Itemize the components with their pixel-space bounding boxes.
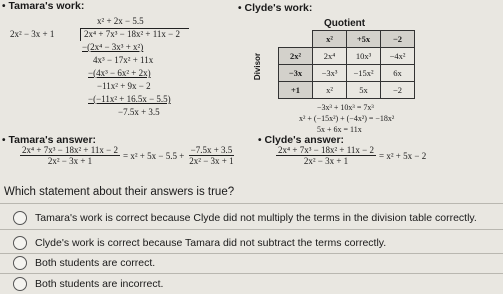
option-2[interactable] [13, 236, 386, 250]
radio-button[interactable] [13, 211, 27, 225]
table-cell: −15x² [347, 65, 381, 82]
divider [0, 273, 503, 274]
question-text: Which statement about their answers is true? [4, 186, 235, 198]
clyde-note-1: −3x³ + 10x³ = 7x³ [317, 103, 374, 112]
table-row-head: −3x [279, 65, 313, 82]
tamara-rem-denominator: 2x² − 3x + 1 [189, 156, 234, 166]
radio-button[interactable] [13, 256, 27, 270]
bullet-icon: • [2, 135, 6, 146]
divisor-label: Divisor [253, 52, 263, 81]
table-cell: 6x [381, 65, 415, 82]
table-cell: 10x³ [347, 48, 381, 65]
tamara-step-1: −(2x⁴ − 3x³ + x²) [82, 42, 144, 52]
tamara-step-5: −(−11x² + 16.5x − 5.5) [88, 94, 171, 104]
tamara-answer-middle: = x² + 5x − 5.5 + [123, 150, 185, 161]
radio-button[interactable] [13, 236, 27, 250]
tamara-lhs-numerator: 2x⁴ + 7x³ − 18x² + 11x − 2 [22, 145, 119, 155]
tamara-divisor: 2x² − 3x + 1 [10, 29, 55, 39]
tamara-rem-numerator: −7.5x + 3.5 [190, 145, 233, 155]
divider [0, 229, 503, 230]
divider [0, 203, 503, 204]
clyde-answer-title: Clyde's answer: [264, 134, 345, 146]
clyde-work-header [238, 2, 312, 14]
table-cell: −4x² [381, 48, 415, 65]
option-4[interactable] [13, 277, 163, 291]
table-cell: −2 [381, 82, 415, 99]
clyde-note-2: x² + (−15x²) + (−4x²) = −18x² [299, 114, 395, 123]
clyde-lhs-denominator: 2x² − 3x + 1 [303, 156, 349, 166]
tamara-quotient: x² + 2x − 5.5 [97, 16, 144, 26]
tamara-answer-expression [20, 145, 236, 166]
table-header-cell: x² [313, 31, 347, 48]
tamara-dividend: 2x⁴ + 7x³ − 18x² + 11x − 2 [84, 29, 181, 39]
clyde-lhs-fraction [276, 145, 376, 166]
option-1[interactable] [13, 211, 477, 225]
table-cell: 5x [347, 82, 381, 99]
division-table [278, 30, 415, 99]
clyde-work-title: Clyde's work: [244, 2, 313, 14]
option-label: Tamara's work is correct because Clyde did not multiply the terms in the division table correctly. [35, 212, 477, 224]
table-header-cell: +5x [347, 31, 381, 48]
tamara-work-header [2, 0, 84, 12]
bullet-icon: • [2, 1, 6, 12]
table-cell: −3x³ [313, 65, 347, 82]
option-label: Clyde's work is correct because Tamara did not subtract the terms correctly. [35, 237, 387, 249]
tamara-work-title: Tamara's work: [8, 0, 85, 12]
tamara-remainder: −7.5x + 3.5 [118, 107, 160, 117]
tamara-step-2: 4x³ − 17x² + 11x [93, 55, 154, 65]
option-label: Both students are correct. [35, 257, 156, 269]
table-row-head: 2x² [279, 48, 313, 65]
clyde-answer-rhs: = x² + 5x − 2 [379, 150, 427, 161]
tamara-step-4: −11x² + 9x − 2 [97, 81, 151, 91]
tamara-lhs-denominator: 2x² − 3x + 1 [47, 156, 93, 166]
tamara-lhs-fraction [20, 145, 120, 166]
option-3[interactable] [13, 256, 155, 270]
option-label: Both students are incorrect. [35, 278, 164, 290]
radio-button[interactable] [13, 277, 27, 291]
quotient-label: Quotient [324, 18, 366, 29]
tamara-step-3: −(4x³ − 6x² + 2x) [88, 68, 151, 78]
clyde-answer-expression [276, 145, 426, 166]
table-row-head: +1 [279, 82, 313, 99]
clyde-note-3: 5x + 6x = 11x [317, 125, 362, 134]
table-cell: 2x⁴ [313, 48, 347, 65]
bullet-icon: • [258, 135, 262, 146]
table-cell: x² [313, 82, 347, 99]
clyde-lhs-numerator: 2x⁴ + 7x³ − 18x² + 11x − 2 [278, 145, 375, 155]
tamara-remainder-fraction [187, 145, 235, 166]
table-corner [279, 31, 313, 48]
tamara-answer-title: Tamara's answer: [8, 134, 97, 146]
divider [0, 253, 503, 254]
table-header-cell: −2 [381, 31, 415, 48]
bullet-icon: • [238, 3, 242, 14]
